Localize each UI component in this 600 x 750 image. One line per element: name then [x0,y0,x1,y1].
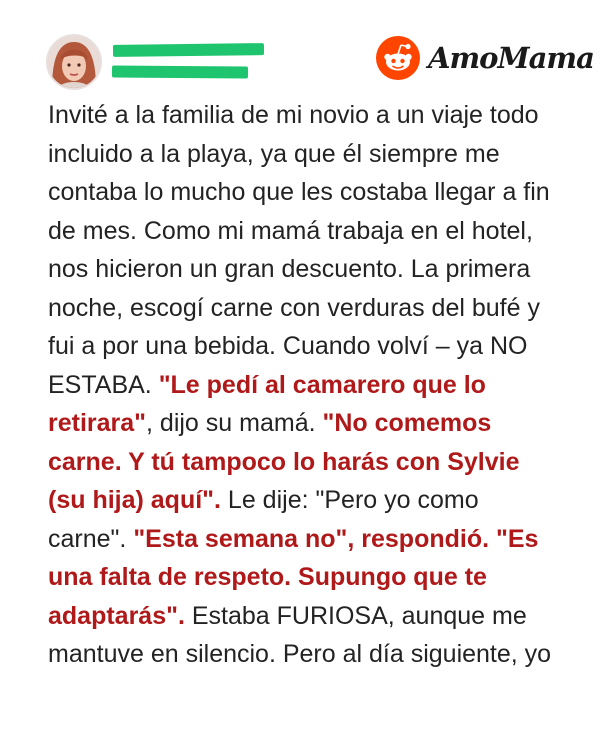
story-segment: Invité a la familia de mi novio a un viaje todo incluido a la playa, ya que él siempre me contaba lo mucho que les costaba llegar a fin de mes. Como mi mamá trabaja en el hotel, nos hicieron un gran descuento. La primera noche, escogí carne con verduras del bufé y fui a por una bebida. Cuando volví – ya NO ESTABA. [48,101,550,399]
redacted-username-secondary [112,66,248,79]
story-quote: "Esta semana no", respondió. "Es una falta de respeto. Supungo que te adaptarás". [48,524,539,630]
story-segment: Estaba FURIOSA, aunque me mantuve en silencio. Pero al día siguiente, yo [48,601,552,668]
post-header [0,0,600,110]
avatar-portrait [48,36,100,88]
redacted-username [113,43,264,57]
story-quote: "No comemos carne. Y tú tampoco lo harás con Sylvie (su hija) aquí". [48,409,520,514]
reddit-alien-icon[interactable] [376,36,420,80]
story-quote: "Le pedí al camarero que lo retirara" [48,370,486,437]
story-text [48,96,556,674]
brand-logo[interactable]: AmoMama [428,41,594,75]
story-segment: Le dije: "Pero yo como carne". [48,486,479,553]
story-segment: , dijo su mamá. [146,409,323,437]
user-avatar[interactable] [48,36,100,88]
